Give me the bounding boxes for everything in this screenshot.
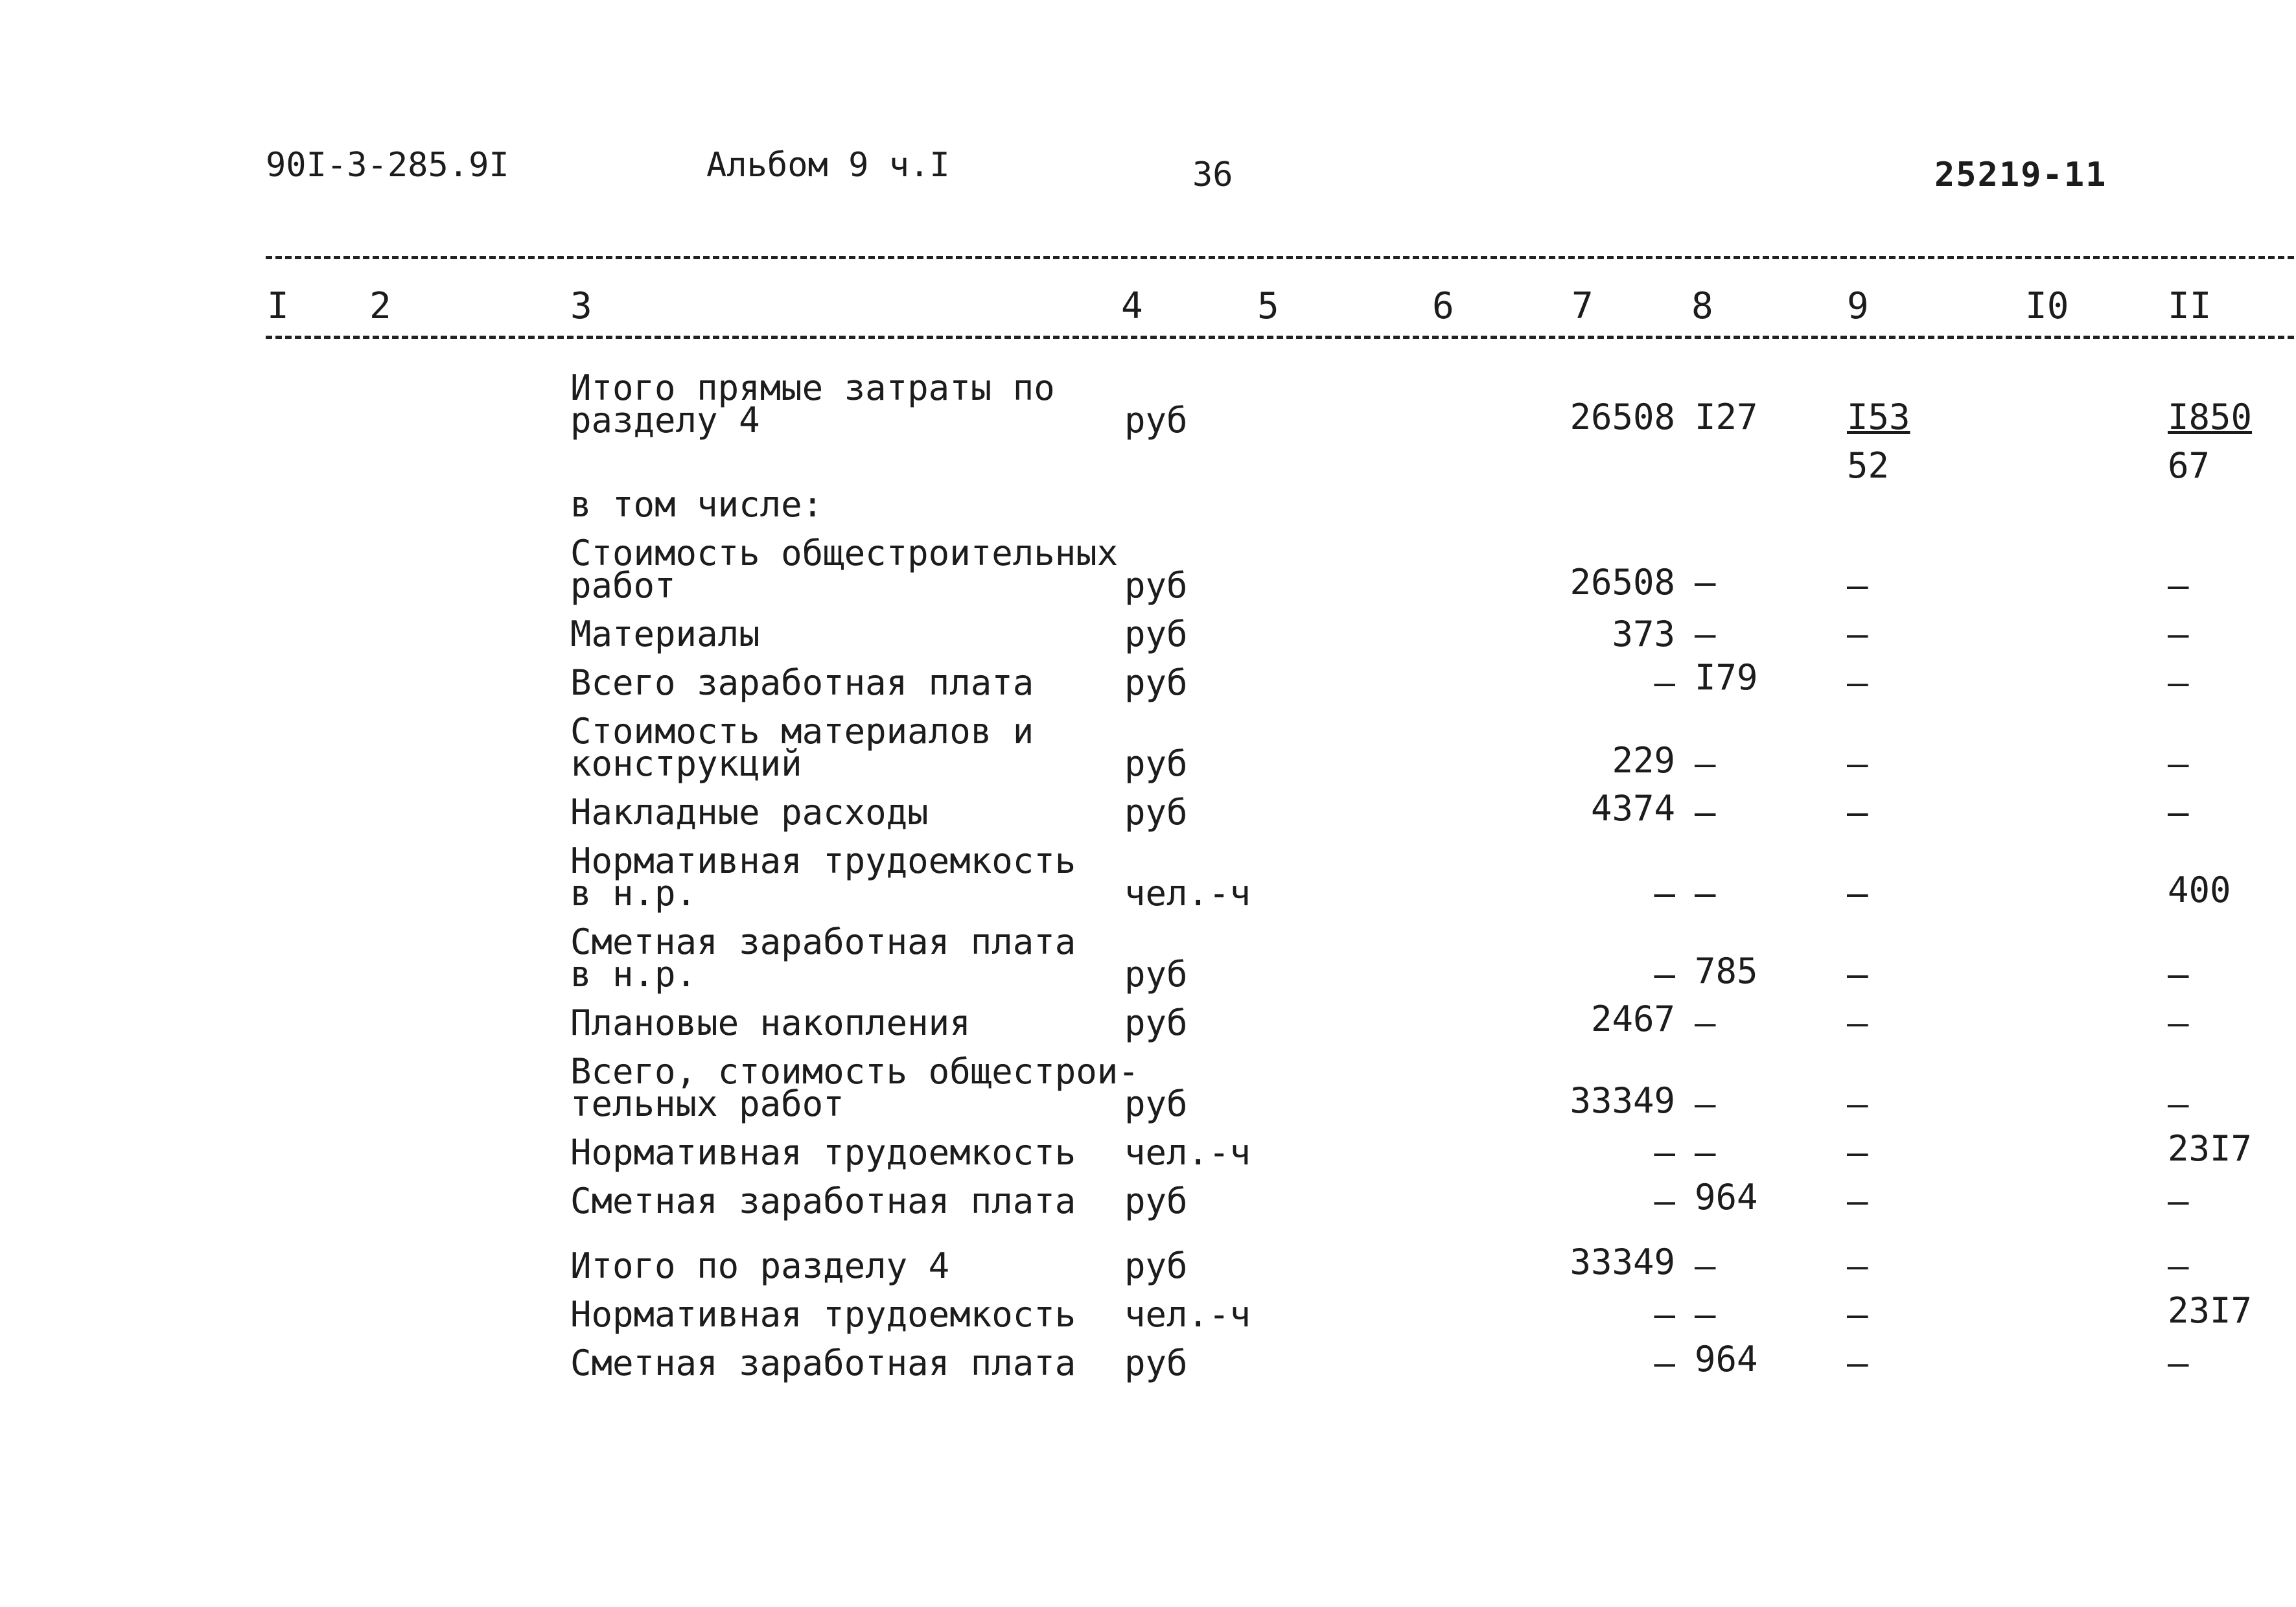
row-col9: – — [1847, 1132, 1868, 1173]
row-unit: руб — [1124, 565, 1188, 606]
row-description-cont: разделу 4 — [570, 400, 760, 441]
row-col8: – — [1695, 743, 1716, 784]
row-col7: – — [1654, 1132, 1675, 1173]
row-col8: – — [1695, 1294, 1716, 1335]
row-unit: руб — [1124, 662, 1188, 703]
column-number-5: 5 — [1257, 285, 1279, 327]
row-unit: руб — [1124, 1343, 1188, 1383]
row-col7: – — [1654, 873, 1675, 914]
row-description: Итого прямые затраты по — [570, 367, 1055, 408]
row-unit: руб — [1124, 1083, 1188, 1124]
row-col8: – — [1695, 873, 1716, 914]
row-col11: – — [2168, 565, 2189, 606]
album-label: Альбом 9 ч.I — [706, 146, 950, 185]
row-description: Сметная заработная плата — [570, 1343, 1076, 1383]
row-col9: – — [1847, 1083, 1868, 1124]
row-col7: – — [1654, 954, 1675, 995]
row-col8: – — [1695, 1132, 1716, 1173]
row-col8: 964 — [1695, 1177, 1758, 1218]
row-description: Сметная заработная плата — [570, 1181, 1076, 1221]
row-description: Стоимость общестроительных — [570, 533, 1119, 573]
row-description-cont: конструкций — [570, 743, 802, 784]
row-description-cont: работ — [570, 565, 676, 606]
row-col9: – — [1847, 1294, 1868, 1335]
column-number-8: 8 — [1691, 285, 1713, 327]
row-col9: – — [1847, 873, 1868, 914]
row-col9-lower: 52 — [1847, 445, 1890, 486]
column-number-6: 6 — [1432, 285, 1454, 327]
row-description-cont: тельных работ — [570, 1083, 844, 1124]
row-col7: – — [1654, 1181, 1675, 1221]
row-col9: – — [1847, 743, 1868, 784]
row-description: Плановые накопления — [570, 1002, 971, 1043]
header-top-rule — [266, 256, 2294, 259]
row-col11: – — [2168, 1245, 2189, 1286]
row-col7: 373 — [1612, 614, 1675, 654]
column-number-10: I0 — [2025, 285, 2069, 327]
row-col7: 4374 — [1590, 788, 1675, 829]
column-number-7: 7 — [1571, 285, 1594, 327]
row-col8: I79 — [1695, 657, 1758, 698]
row-unit: руб — [1124, 1245, 1188, 1286]
row-description: Нормативная трудоемкость — [570, 1132, 1076, 1173]
row-col9: – — [1847, 1343, 1868, 1383]
row-col8: 785 — [1695, 951, 1758, 991]
column-number-9: 9 — [1847, 285, 1869, 327]
page-number: 36 — [1192, 156, 1233, 194]
row-col9: – — [1847, 954, 1868, 995]
row-col11: 23I7 — [2168, 1128, 2253, 1169]
row-col11: – — [2168, 1083, 2189, 1124]
row-unit: руб — [1124, 400, 1188, 441]
reference-number: 25219-11 — [1934, 156, 2107, 194]
row-unit: руб — [1124, 614, 1188, 654]
row-col7: 2467 — [1590, 999, 1675, 1039]
row-description-cont: в н.р. — [570, 873, 697, 914]
row-unit: чел.-ч — [1124, 1294, 1251, 1335]
row-col9: – — [1847, 662, 1868, 703]
row-col7: – — [1654, 1294, 1675, 1335]
row-col11: – — [2168, 614, 2189, 654]
row-col7: 229 — [1612, 740, 1675, 781]
row-col8: – — [1695, 562, 1716, 603]
row-description-cont: в н.р. — [570, 954, 697, 995]
row-col11: 400 — [2168, 870, 2231, 910]
row-col7: 33349 — [1570, 1242, 1675, 1282]
column-number-4: 4 — [1121, 285, 1143, 327]
row-col9: – — [1847, 1245, 1868, 1286]
row-description: Всего заработная плата — [570, 662, 1034, 703]
row-description: Материалы — [570, 614, 760, 654]
row-unit: руб — [1124, 954, 1188, 995]
row-col11: 23I7 — [2168, 1290, 2253, 1331]
row-description: Сметная заработная плата — [570, 921, 1076, 962]
row-col8: – — [1695, 614, 1716, 654]
row-col8: – — [1695, 1083, 1716, 1124]
row-col8: I27 — [1695, 397, 1758, 437]
row-col7: 26508 — [1570, 562, 1675, 603]
row-col11-lower: 67 — [2168, 445, 2210, 486]
row-unit: чел.-ч — [1124, 1132, 1251, 1173]
column-number-2: 2 — [369, 285, 391, 327]
row-col9: – — [1847, 1181, 1868, 1221]
row-description: в том числе: — [570, 484, 824, 525]
row-col9: – — [1847, 614, 1868, 654]
row-unit: чел.-ч — [1124, 873, 1251, 914]
row-col11: – — [2168, 1343, 2189, 1383]
row-col11: I850 — [2168, 397, 2253, 437]
row-unit: руб — [1124, 1181, 1188, 1221]
row-description: Нормативная трудоемкость — [570, 1294, 1076, 1335]
document-code: 90I-3-285.9I — [266, 146, 509, 185]
row-col11: – — [2168, 743, 2189, 784]
row-col11: – — [2168, 662, 2189, 703]
row-col9: I53 — [1847, 397, 1910, 437]
row-col8: 964 — [1695, 1339, 1758, 1380]
row-description: Накладные расходы — [570, 792, 929, 833]
row-col9: – — [1847, 1002, 1868, 1043]
row-description: Нормативная трудоемкость — [570, 840, 1076, 881]
row-unit: руб — [1124, 792, 1188, 833]
row-description: Стоимость материалов и — [570, 711, 1034, 752]
row-col8: – — [1695, 1002, 1716, 1043]
column-number-3: 3 — [570, 285, 592, 327]
column-number-11: II — [2168, 285, 2212, 327]
row-col8: – — [1695, 1245, 1716, 1286]
row-description: Итого по разделу 4 — [570, 1245, 950, 1286]
row-description: Всего, стоимость общестрои- — [570, 1051, 1139, 1092]
row-unit: руб — [1124, 743, 1188, 784]
row-col11: – — [2168, 1002, 2189, 1043]
row-col9: – — [1847, 565, 1868, 606]
row-unit: руб — [1124, 1002, 1188, 1043]
row-col7: – — [1654, 662, 1675, 703]
header-bottom-rule — [266, 336, 2294, 339]
row-col7: – — [1654, 1343, 1675, 1383]
row-col7: 33349 — [1570, 1080, 1675, 1121]
row-col9: – — [1847, 792, 1868, 833]
row-col8: – — [1695, 792, 1716, 833]
column-number-1: I — [267, 285, 289, 327]
row-col11: – — [2168, 954, 2189, 995]
row-col11: – — [2168, 1181, 2189, 1221]
row-col11: – — [2168, 792, 2189, 833]
row-col7: 26508 — [1570, 397, 1675, 437]
